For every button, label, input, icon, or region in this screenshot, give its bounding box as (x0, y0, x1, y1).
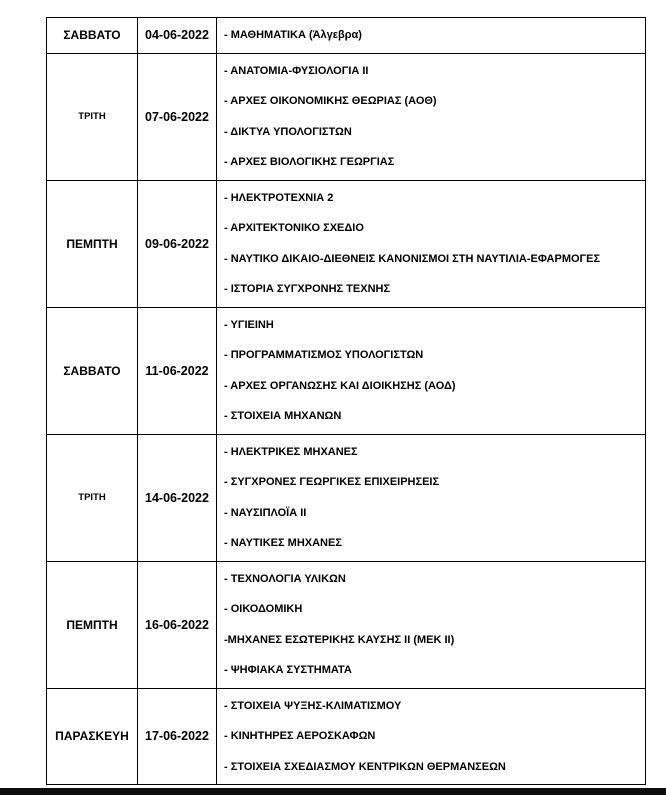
subjects-cell (217, 18, 645, 53)
date-cell: 16-06-2022 (137, 562, 217, 688)
subjects-cell (217, 181, 645, 307)
subjects-cell (217, 435, 645, 561)
day-cell: ΠΕΜΠΤΗ (66, 236, 118, 251)
subject-item: - ΣΤΟΙΧΕΙΑ ΨΥΞΗΣ-ΚΛΙΜΑΤΙΣΜΟΥ (224, 699, 402, 712)
subject-item: - ΑΡΧΕΣ ΟΙΚΟΝΟΜΙΚΗΣ ΘΕΩΡΙΑΣ (ΑΟΘ) (224, 95, 437, 108)
date-cell: 07-06-2022 (137, 54, 217, 180)
subject-item: - ΗΛΕΚΤΡΟΤΕΧΝΙΑ 2 (224, 191, 334, 204)
subject-item: - ΣΤΟΙΧΕΙΑ ΜΗΧΑΝΩΝ (224, 410, 342, 423)
subjects-cell (217, 562, 645, 688)
date-cell: 04-06-2022 (137, 18, 217, 53)
subject-item: - ΝΑΥΤΙΚΟ ΔΙΚΑΙΟ-ΔΙΕΘΝΕΙΣ ΚΑΝΟΝΙΣΜΟΙ ΣΤΗ ΝΑΥΤΙΛΙΑ-ΕΦΑΡΜΟΓΕΣ (224, 252, 601, 265)
subject-item: - ΣΤΟΙΧΕΙΑ ΣΧΕΔΙΑΣΜΟΥ ΚΕΝΤΡΙΚΩΝ ΘΕΡΜΑΝΣΕΩΝ (224, 760, 506, 773)
subject-item: - ΣΥΓΧΡΟΝΕΣ ΓΕΩΡΓΙΚΕΣ ΕΠΙΧΕΙΡΗΣΕΙΣ (224, 476, 440, 489)
subject-item: - ΠΡΟΓΡΑΜΜΑΤΙΣΜΟΣ ΥΠΟΛΟΓΙΣΤΩΝ (224, 349, 424, 362)
day-cell: ΣΑΒΒΑΤΟ (63, 28, 121, 43)
day-cell: ΠΕΜΠΤΗ (66, 617, 118, 632)
subject-item: -ΜΗΧΑΝΕΣ ΕΣΩΤΕΡΙΚΗΣ ΚΑΥΣΗΣ ΙΙ (ΜΕΚ ΙΙ) (224, 633, 455, 646)
subject-item: - ΑΡΧΙΤΕΚΤΟΝΙΚΟ ΣΧΕΔΙΟ (224, 222, 364, 235)
date-cell: 11-06-2022 (137, 308, 217, 434)
subjects-cell (217, 308, 645, 434)
date-cell: 09-06-2022 (137, 181, 217, 307)
subject-item: - ΑΡΧΕΣ ΒΙΟΛΟΓΙΚΗΣ ΓΕΩΡΓΙΑΣ (224, 156, 395, 169)
table-row (47, 307, 645, 434)
subject-item: - ΜΑΘΗΜΑΤΙΚΑ (Άλγεβρα) (224, 29, 362, 42)
subject-item: - ΔΙΚΤΥΑ ΥΠΟΛΟΓΙΣΤΩΝ (224, 125, 352, 138)
day-cell: ΤΡΙΤΗ (78, 111, 106, 122)
subject-item: - ΝΑΥΤΙΚΕΣ ΜΗΧΑΝΕΣ (224, 537, 342, 550)
day-cell: ΣΑΒΒΑΤΟ (63, 363, 121, 378)
table-row (47, 688, 645, 785)
table-row (47, 18, 645, 53)
subject-item: - ΚΙΝΗΤΗΡΕΣ ΑΕΡΟΣΚΑΦΩΝ (224, 730, 376, 743)
subject-item: - ΤΕΧΝΟΛΟΓΙΑ ΥΛΙΚΩΝ (224, 572, 346, 585)
subject-item: - ΨΗΦΙΑΚΑ ΣΥΣΤΗΜΑΤΑ (224, 664, 352, 677)
date-cell: 14-06-2022 (137, 435, 217, 561)
day-cell: ΠΑΡΑΣΚΕΥΗ (55, 729, 129, 744)
subject-item: - ΑΡΧΕΣ ΟΡΓΑΝΩΣΗΣ ΚΑΙ ΔΙΟΙΚΗΣΗΣ (ΑΟΔ) (224, 379, 456, 392)
table-row (47, 561, 645, 688)
exam-schedule-table (46, 17, 646, 785)
bottom-divider-bar (0, 788, 666, 795)
subject-item: - ΝΑΥΣΙΠΛΟΪΑ ΙΙ (224, 506, 307, 519)
subject-item: - ΥΓΙΕΙΝΗ (224, 318, 274, 331)
subject-item: - ΙΣΤΟΡΙΑ ΣΥΓΧΡΟΝΗΣ ΤΕΧΝΗΣ (224, 283, 391, 296)
subject-item: - ΟΙΚΟΔΟΜΙΚΗ (224, 603, 303, 616)
table-row (47, 434, 645, 561)
day-cell: ΤΡΙΤΗ (78, 492, 106, 503)
subjects-cell (217, 689, 645, 785)
table-row (47, 180, 645, 307)
subject-item: - ΗΛΕΚΤΡΙΚΕΣ ΜΗΧΑΝΕΣ (224, 445, 358, 458)
subject-item: - ΑΝΑΤΟΜΙΑ-ΦΥΣΙΟΛΟΓΙΑ ΙΙ (224, 64, 369, 77)
table-row (47, 53, 645, 180)
subjects-cell (217, 54, 645, 180)
date-cell: 17-06-2022 (137, 689, 217, 785)
